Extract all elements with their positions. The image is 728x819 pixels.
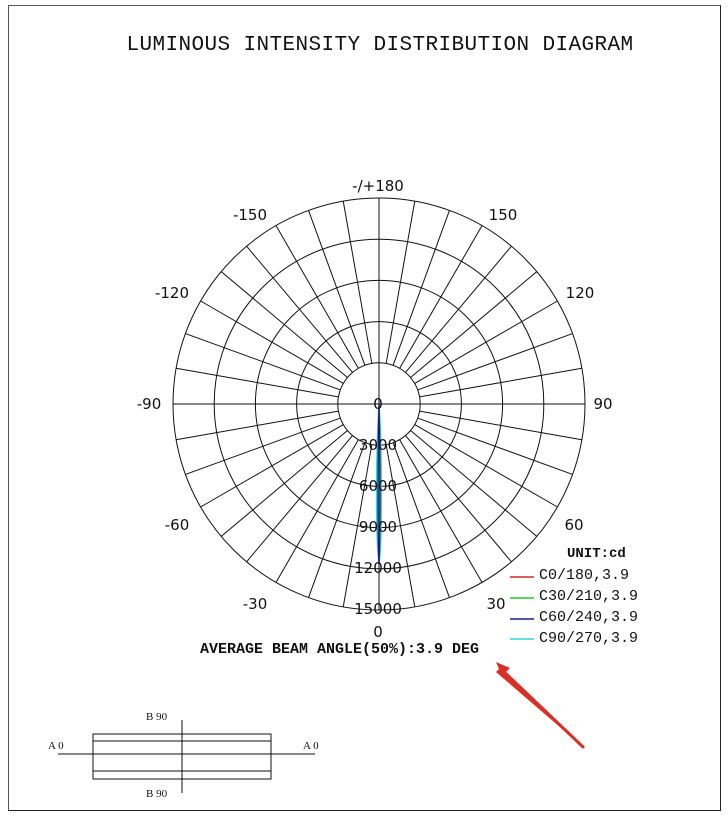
grid-spoke <box>247 246 353 372</box>
angle-label-90: 90 <box>593 395 613 413</box>
grid-spoke <box>418 418 573 474</box>
grid-spoke <box>400 226 482 369</box>
angle-label-60: 60 <box>564 516 584 534</box>
orientation-label-top: B 90 <box>146 711 168 723</box>
grid-spoke <box>415 425 558 507</box>
beam-angle-annotation: AVERAGE BEAM ANGLE(50%):3.9 DEG <box>200 641 480 658</box>
radial-label-9000: 9000 <box>358 518 398 536</box>
grid-spoke <box>420 411 582 440</box>
grid-spoke <box>411 272 537 378</box>
grid-spoke <box>185 418 340 474</box>
angle-label-neg120: -120 <box>154 284 190 302</box>
grid-spoke <box>276 440 358 583</box>
grid-spoke <box>393 210 449 365</box>
radial-label-6000: 6000 <box>358 477 398 495</box>
grid-spoke <box>176 411 338 440</box>
radial-label-15000: 15000 <box>354 600 402 618</box>
angle-label-neg30: -30 <box>242 595 268 613</box>
angle-label-30: 30 <box>486 595 506 613</box>
orientation-diagram <box>58 720 315 793</box>
grid-spoke <box>309 210 365 365</box>
grid-spoke <box>386 201 415 363</box>
grid-spoke <box>176 368 338 397</box>
grid-spoke <box>201 301 344 383</box>
orientation-label-right: A 0 <box>303 740 319 752</box>
unit-label: UNIT:cd <box>567 546 626 562</box>
grid-spoke <box>415 301 558 383</box>
grid-spoke <box>420 368 582 397</box>
grid-spoke <box>201 425 344 507</box>
orientation-label-left: A 0 <box>48 740 64 752</box>
angle-label-neg60: -60 <box>164 516 190 534</box>
orientation-label-bottom: B 90 <box>146 788 168 800</box>
grid-spoke <box>343 201 372 363</box>
radial-label-0: 0 <box>373 395 383 413</box>
grid-spoke <box>185 334 340 390</box>
grid-spoke <box>247 436 353 562</box>
arrow-icon <box>496 662 583 747</box>
grid-spoke <box>221 272 347 378</box>
angle-label-neg150: -150 <box>232 206 268 224</box>
grid-spoke <box>405 246 511 372</box>
radial-label-12000: 12000 <box>354 559 402 577</box>
angle-label-120: 120 <box>565 284 595 302</box>
radial-label-3000: 3000 <box>358 436 398 454</box>
angle-label-180: -/+180 <box>352 177 404 195</box>
angle-label-0: 0 <box>373 623 383 641</box>
grid-spoke <box>400 440 482 583</box>
grid-spoke <box>418 334 573 390</box>
legend-item-c0: C0/180,3.9 <box>539 567 630 584</box>
angle-label-150: 150 <box>488 206 518 224</box>
legend-item-c30: C30/210,3.9 <box>539 588 639 605</box>
grid-spoke <box>221 430 347 536</box>
chart-title: LUMINOUS INTENSITY DISTRIBUTION DIAGRAM <box>126 34 634 57</box>
legend-item-c90: C90/270,3.9 <box>539 630 639 647</box>
angle-label-neg90: -90 <box>136 395 162 413</box>
grid-spoke <box>405 436 511 562</box>
grid-spoke <box>276 226 358 369</box>
legend-item-c60: C60/240,3.9 <box>539 609 639 626</box>
grid-spoke <box>411 430 537 536</box>
